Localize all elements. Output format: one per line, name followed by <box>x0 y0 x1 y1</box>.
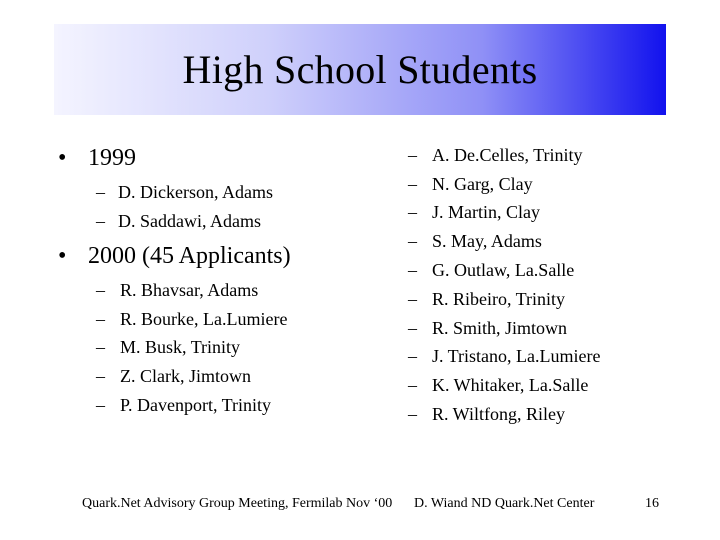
list-item <box>408 400 601 429</box>
list-item <box>96 276 287 305</box>
list-item <box>96 305 287 334</box>
dash: – <box>408 202 417 223</box>
list-item <box>408 285 601 314</box>
student-name: J. Martin, Clay <box>432 202 540 223</box>
list-item <box>96 207 273 236</box>
heading-2000: 2000 (45 Applicants) <box>88 243 291 269</box>
student-name: Z. Clark, Jimtown <box>120 366 251 387</box>
list-2000 <box>96 276 287 420</box>
dash: – <box>408 144 417 165</box>
list-item <box>96 334 287 363</box>
list-2000-continued <box>408 141 601 429</box>
page-number: 16 <box>645 496 659 511</box>
dash: – <box>408 317 417 338</box>
dash: – <box>96 210 105 231</box>
student-name: R. Ribeiro, Trinity <box>432 288 566 309</box>
list-item <box>96 362 287 391</box>
list-1999 <box>96 178 273 236</box>
bullet-dot: • <box>58 145 67 171</box>
dash: – <box>408 231 417 252</box>
list-item <box>408 170 601 199</box>
dash: – <box>96 308 105 329</box>
bullet-2000 <box>58 243 291 270</box>
dash: – <box>408 404 417 425</box>
bullet-1999 <box>58 145 136 172</box>
slide-title: High School Students <box>182 47 538 92</box>
dash: – <box>96 279 105 300</box>
student-name: R. Bourke, La.Lumiere <box>120 308 288 329</box>
dash: – <box>408 260 417 281</box>
dash: – <box>408 288 417 309</box>
student-name: R. Bhavsar, Adams <box>120 279 259 300</box>
dash: – <box>96 181 105 202</box>
slide-title-bar <box>54 24 666 115</box>
student-name: J. Tristano, La.Lumiere <box>432 346 601 367</box>
dash: – <box>96 366 105 387</box>
student-name: N. Garg, Clay <box>432 173 533 194</box>
list-item <box>408 227 601 256</box>
footer-event: Quark.Net Advisory Group Meeting, Fermilab Nov ‘00 <box>82 496 393 511</box>
student-name: R. Smith, Jimtown <box>432 317 568 338</box>
student-name: A. De.Celles, Trinity <box>432 144 583 165</box>
dash: – <box>408 346 417 367</box>
bullet-dot: • <box>58 243 67 269</box>
list-item <box>408 343 601 372</box>
dash: – <box>96 395 105 416</box>
list-item <box>408 141 601 170</box>
list-item <box>408 199 601 228</box>
student-name: D. Saddawi, Adams <box>118 210 261 231</box>
dash: – <box>96 337 105 358</box>
list-item <box>96 391 287 420</box>
student-name: K. Whitaker, La.Salle <box>432 375 589 396</box>
dash: – <box>408 173 417 194</box>
student-name: D. Dickerson, Adams <box>118 181 273 202</box>
list-item <box>408 371 601 400</box>
footer-author: D. Wiand ND Quark.Net Center <box>414 496 595 511</box>
heading-1999: 1999 <box>88 145 136 171</box>
list-item <box>408 314 601 343</box>
list-item <box>96 178 273 207</box>
student-name: R. Wiltfong, Riley <box>432 404 565 425</box>
dash: – <box>408 375 417 396</box>
student-name: G. Outlaw, La.Salle <box>432 260 575 281</box>
list-item <box>408 256 601 285</box>
student-name: M. Busk, Trinity <box>120 337 241 358</box>
student-name: S. May, Adams <box>432 231 542 252</box>
student-name: P. Davenport, Trinity <box>120 395 272 416</box>
